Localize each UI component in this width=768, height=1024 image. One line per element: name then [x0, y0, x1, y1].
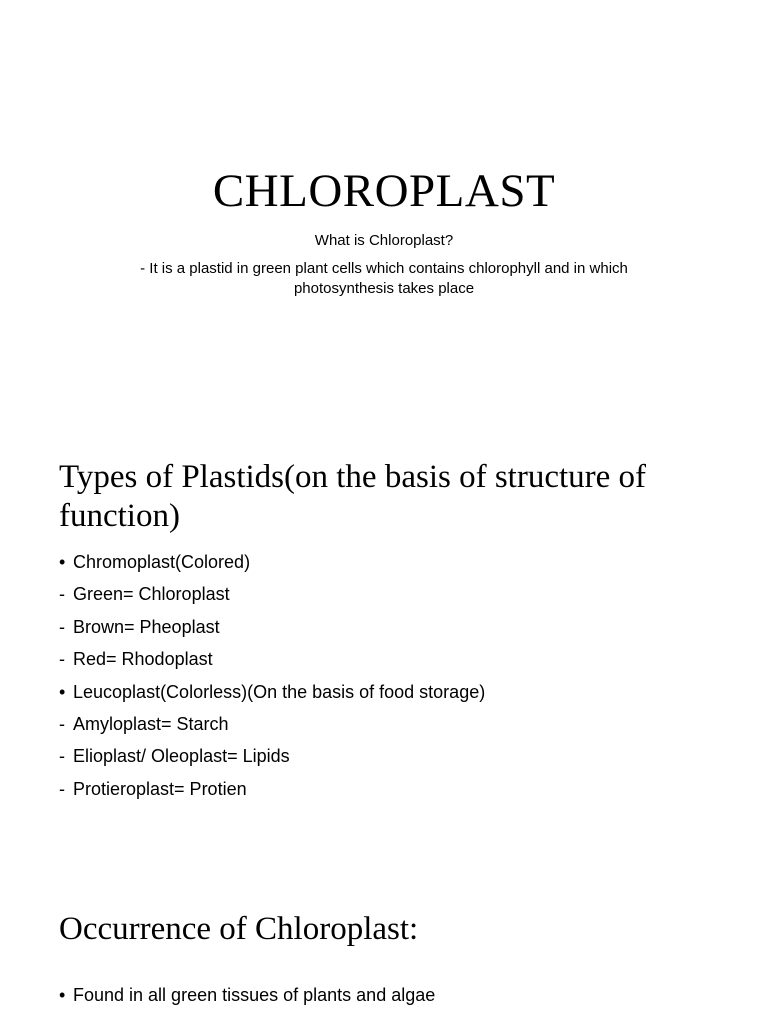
list-item	[59, 580, 485, 612]
list-marker: -	[59, 616, 65, 637]
slide-answer: - It is a plastid in green plant cells which contains chlorophyll and in which photosynthesis takes place	[140, 260, 628, 297]
list-item	[59, 775, 485, 807]
plastid-types-list	[59, 548, 485, 807]
list-item	[59, 678, 485, 710]
slide-question: What is Chloroplast?	[314, 232, 454, 249]
list-item-text: Protieroplast= Protien	[73, 778, 247, 799]
list-marker: -	[59, 778, 65, 799]
list-marker: •	[59, 552, 66, 572]
list-marker: -	[59, 584, 65, 605]
list-marker: •	[59, 681, 66, 702]
slide-title: CHLOROPLAST	[212, 165, 556, 217]
list-marker: -	[59, 713, 65, 734]
list-item	[59, 981, 435, 1013]
list-item	[59, 710, 485, 742]
list-item-text: Red= Rhodoplast	[73, 649, 213, 670]
list-item	[59, 548, 485, 580]
list-item	[59, 645, 485, 677]
plastid-types-heading: Types of Plastids(on the basis of structure of function)	[59, 459, 647, 534]
list-item-text: Amyloplast= Starch	[73, 713, 229, 734]
list-item-text: Green= Chloroplast	[73, 584, 230, 605]
list-item-text: Chromoplast(Colored)	[73, 552, 251, 572]
list-item-text: Leucoplast(Colorless)(On the basis of food storage)	[73, 681, 486, 702]
list-item-text: Brown= Pheoplast	[73, 616, 220, 637]
list-marker: •	[59, 985, 66, 1005]
list-marker: -	[59, 649, 65, 670]
list-item	[59, 613, 485, 645]
occurrence-heading: Occurrence of Chloroplast:	[59, 911, 419, 947]
occurrence-list	[59, 981, 435, 1013]
list-marker: -	[59, 746, 65, 767]
list-item-text: Elioplast/ Oleoplast= Lipids	[73, 746, 290, 767]
list-item-text: Found in all green tissues of plants and algae	[73, 985, 436, 1005]
list-item	[59, 742, 485, 774]
